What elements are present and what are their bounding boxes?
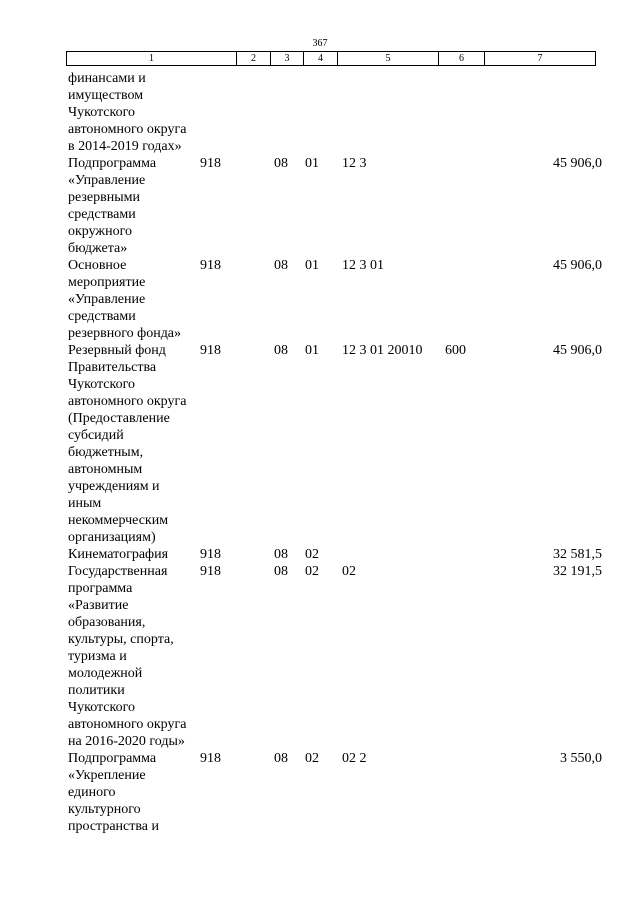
table-row [0, 563, 640, 750]
section-code-cell: 08 [274, 564, 288, 579]
page-number: 367 [312, 38, 328, 49]
column-header-5: 5 [338, 52, 439, 66]
row-name-cell [68, 546, 200, 563]
expense-type-cell [445, 257, 507, 342]
column-header-3: 3 [271, 52, 304, 66]
row-name-line: имуществом [68, 88, 144, 103]
row-name-line: политики [68, 683, 125, 698]
column-header-table [66, 51, 596, 66]
row-name-line: Чукотского [68, 700, 135, 715]
expense-type-cell [445, 70, 507, 155]
column-header-7: 7 [485, 52, 596, 66]
row-name-line: бюджета» [68, 241, 128, 256]
row-name-line: культуры, спорта, [68, 632, 174, 647]
section-code-cell: 08 [274, 547, 288, 562]
row-name-line: иным [68, 496, 102, 511]
section-code-cell: 08 [274, 258, 288, 273]
row-name-line: средствами [68, 309, 136, 324]
target-item-cell: 12 3 01 20010 [342, 343, 423, 358]
row-name-line: организациям) [68, 530, 156, 545]
amount-cell [507, 70, 602, 155]
row-name-cell [68, 563, 200, 750]
row-name-line: Основное [68, 258, 127, 273]
row-name-line: Подпрограмма [68, 751, 157, 766]
target-item-cell [342, 546, 445, 563]
table-row [0, 257, 640, 342]
row-name-line: бюджетным, [68, 445, 144, 460]
department-code-cell: 918 [200, 564, 221, 579]
amount-cell: 45 906,0 [553, 343, 602, 358]
row-name-line: в 2014-2019 годах» [68, 139, 182, 154]
row-name-line: автономного округа [68, 122, 187, 137]
expense-type-cell: 600 [445, 343, 466, 358]
department-code-cell: 918 [200, 156, 221, 171]
column-header-2: 2 [237, 52, 271, 66]
target-item-cell: 02 [342, 564, 356, 579]
row-name-line: «Развитие [68, 598, 129, 613]
row-name-line: Чукотского [68, 377, 135, 392]
row-name-line: финансами и [68, 71, 146, 86]
table-row [0, 546, 640, 563]
row-name-line: средствами [68, 207, 136, 222]
row-name-cell [68, 750, 200, 835]
department-code-cell: 918 [200, 547, 221, 562]
row-name-line: автономного округа [68, 717, 187, 732]
row-name-line: субсидий [68, 428, 124, 443]
row-name-line: программа [68, 581, 133, 596]
row-name-line: Государственная [68, 564, 168, 579]
row-name-line: единого [68, 785, 116, 800]
row-name-line: автономным [68, 462, 143, 477]
row-name-line: автономного округа [68, 394, 187, 409]
column-header-4: 4 [304, 52, 338, 66]
section-code-cell: 08 [274, 343, 288, 358]
target-item-cell: 02 2 [342, 751, 367, 766]
subsection-code-cell: 01 [305, 156, 319, 171]
row-name-cell [68, 70, 200, 155]
row-name-line: окружного [68, 224, 132, 239]
column-header-6: 6 [439, 52, 485, 66]
expense-type-cell [445, 546, 507, 563]
department-code-cell [200, 70, 274, 155]
row-name-line: на 2016-2020 годы» [68, 734, 185, 749]
amount-cell: 32 191,5 [553, 564, 602, 579]
row-name-line: Подпрограмма [68, 156, 157, 171]
row-name-line: молодежной [68, 666, 143, 681]
row-name-line: культурного [68, 802, 141, 817]
department-code-cell: 918 [200, 258, 221, 273]
row-name-line: резервного фонда» [68, 326, 182, 341]
row-name-line: «Управление [68, 292, 146, 307]
department-code-cell: 918 [200, 751, 221, 766]
table-row [0, 155, 640, 257]
table-row [0, 750, 640, 835]
section-code-cell: 08 [274, 156, 288, 171]
row-name-line: учреждениям и [68, 479, 160, 494]
row-name-line: «Укрепление [68, 768, 146, 783]
target-item-cell [342, 70, 445, 155]
column-header-1: 1 [67, 52, 237, 66]
row-name-cell [68, 342, 200, 546]
table-row [0, 70, 640, 155]
amount-cell: 3 550,0 [560, 751, 602, 766]
row-name-cell [68, 257, 200, 342]
expense-type-cell [445, 563, 507, 750]
row-name-line: туризма и [68, 649, 127, 664]
row-name-line: мероприятие [68, 275, 146, 290]
amount-cell: 45 906,0 [553, 258, 602, 273]
row-name-line: резервными [68, 190, 140, 205]
target-item-cell: 12 3 01 [342, 258, 384, 273]
amount-cell: 45 906,0 [553, 156, 602, 171]
department-code-cell: 918 [200, 343, 221, 358]
row-name-line: Правительства [68, 360, 157, 375]
row-name-line: образования, [68, 615, 146, 630]
budget-table-body [0, 70, 640, 835]
subsection-code-cell: 02 [305, 547, 319, 562]
section-code-cell: 08 [274, 751, 288, 766]
row-name-line: Чукотского [68, 105, 135, 120]
subsection-code-cell: 01 [305, 343, 319, 358]
row-name-line: пространства и [68, 819, 160, 834]
subsection-code-cell: 02 [305, 751, 319, 766]
row-name-line: (Предоставление [68, 411, 170, 426]
row-name-line: Резервный фонд [68, 343, 166, 358]
table-row [0, 342, 640, 546]
amount-cell: 32 581,5 [553, 547, 602, 562]
expense-type-cell [445, 155, 507, 257]
row-name-cell [68, 155, 200, 257]
subsection-code-cell: 01 [305, 258, 319, 273]
subsection-code-cell: 02 [305, 564, 319, 579]
row-name-line: Кинематография [68, 547, 169, 562]
section-code-cell [274, 70, 305, 155]
expense-type-cell [445, 750, 507, 835]
row-name-line: «Управление [68, 173, 146, 188]
row-name-line: некоммерческим [68, 513, 169, 528]
subsection-code-cell [305, 70, 342, 155]
target-item-cell: 12 3 [342, 156, 367, 171]
